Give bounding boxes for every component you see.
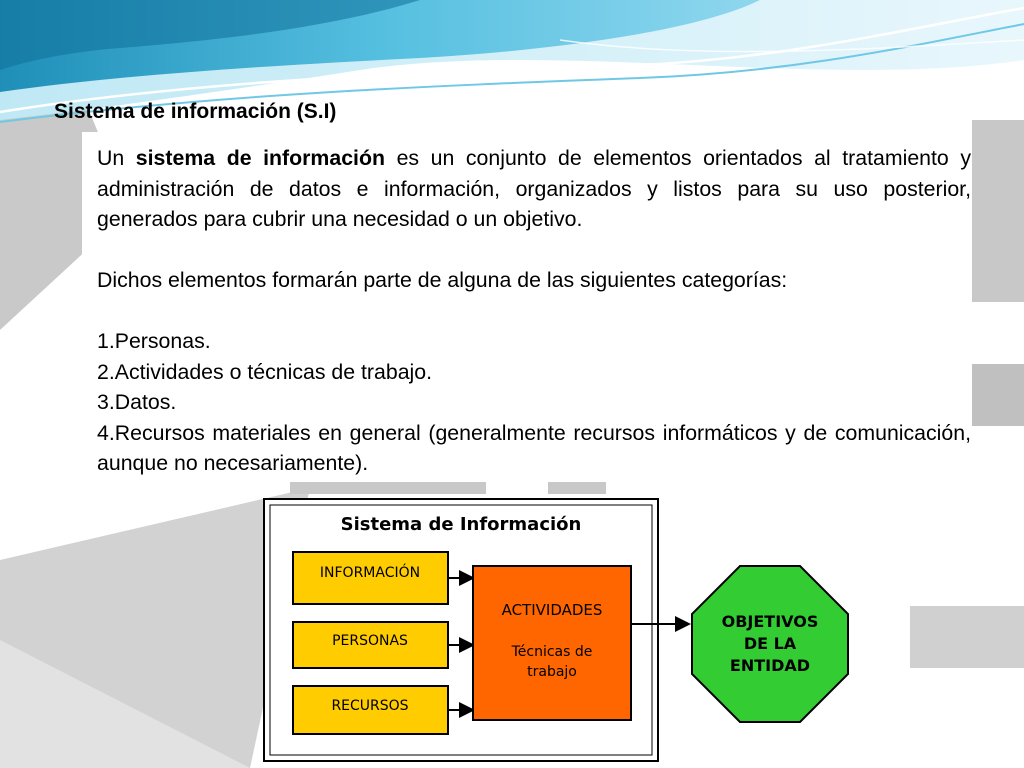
definition-term: sistema de información <box>135 146 385 170</box>
diagram-title: Sistema de Información <box>340 514 582 535</box>
input-label-informacion: INFORMACIÓN <box>319 565 421 581</box>
activities-subtitle-line1: Técnicas de <box>511 644 593 660</box>
definition-rest: es un conjunto de elementos orientados al tratamiento y administración de datos e información, organizados y listos para su uso posterior, generados para cubrir una necesidad o un objetivo. <box>97 146 971 231</box>
activities-title: ACTIVIDADES <box>501 601 603 619</box>
list-item: 2.Actividades o técnicas de trabajo. <box>97 359 433 384</box>
definition-lead: Un <box>97 146 136 170</box>
activities-subtitle-line2: trabajo <box>527 664 577 680</box>
input-label-personas: PERSONAS <box>332 633 408 649</box>
slide-title: Sistema de información (S.I) <box>54 100 337 123</box>
objective-line-2: DE LA <box>743 634 797 653</box>
list-item: 4.Recursos materiales en general (generalmente recursos informáticos y de comunicación, aunque no necesariamente). <box>97 420 971 475</box>
objective-line-3: ENTIDAD <box>729 656 811 675</box>
list-item: 3.Datos. <box>97 390 177 414</box>
input-label-recursos: RECURSOS <box>331 698 409 714</box>
categories-intro: Dichos elementos formarán parte de alguna de las siguientes categorías: <box>97 268 788 292</box>
activities-box <box>473 566 631 720</box>
objective-line-1: OBJETIVOS <box>721 612 819 631</box>
list-item: 1.Personas. <box>97 329 211 353</box>
